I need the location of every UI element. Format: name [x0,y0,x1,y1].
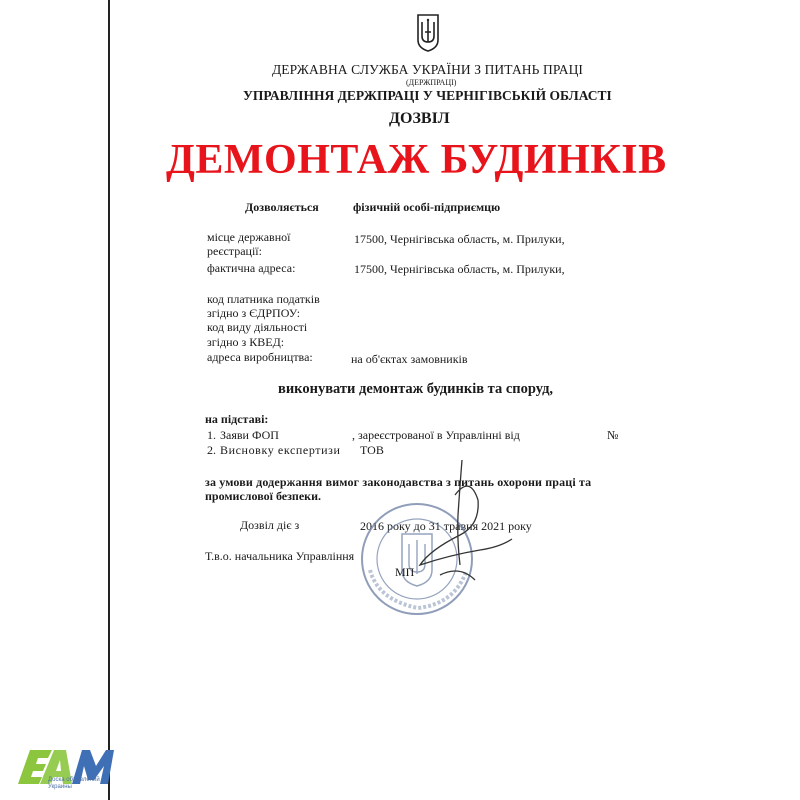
production-address-value: на об'єктах замовників [351,352,468,366]
production-address-label: адреса виробництва: [207,350,313,364]
agency-abbreviation: (ДЕРЖПРАЦІ) [406,78,457,87]
document-type: ДОЗВІЛ [389,110,450,127]
basis-label: на підставі: [205,412,269,426]
activity-code-label-line1: код виду діяльності [207,320,308,334]
activity-code-label-line2: згідно з КВЕД: [207,335,285,349]
validity-label: Дозвіл діє з [240,518,300,532]
tax-code-label-line1: код платника податків [207,292,320,306]
basis-item2-number: 2. [207,443,216,457]
allowed-label: Дозволяється [245,200,319,214]
agency-name: ДЕРЖАВНА СЛУЖБА УКРАЇНИ З ПИТАНЬ ПРАЦІ [272,62,584,77]
logo-subtitle [48,777,100,791]
basis-item1-number: 1. [207,428,216,442]
basis-item2-rest: ТОВ [360,443,384,457]
page-edge-line [108,0,110,800]
reg-place-label-line1: місце державної [207,230,291,244]
basis-item2-text: Висновку експертизи [220,443,341,457]
permitted-activity: виконувати демонтаж будинків та споруд, [278,381,554,397]
logo-subtitle-line2: Украины [48,784,72,790]
actual-address-label: фактична адреса: [207,261,296,275]
main-title: ДЕМОНТАЖ БУДИНКІВ [166,137,667,183]
condition-line2: промислової безпеки. [205,489,321,503]
reg-place-label-line2: реєстрації: [207,244,262,258]
basis-item1-rest: , зареєстрованої в Управлінні від [352,428,520,442]
reg-place-value: 17500, Чернігівська область, м. Прилуки, [354,232,565,246]
actual-address-value: 17500, Чернігівська область, м. Прилуки, [354,262,565,276]
logo-subtitle-line1: Доска объявлений [48,777,100,783]
signature-icon [400,455,520,595]
tax-code-label-line2: згідно з ЄДРПОУ: [207,306,301,320]
validity-value: 2016 року до 31 травня 2021 року [360,519,532,533]
department-name: УПРАВЛІННЯ ДЕРЖПРАЦІ У ЧЕРНІГІВСЬКІЙ ОБЛАСТІ [243,88,612,103]
trident-emblem-icon [416,12,440,52]
allowed-value: фізичній особі-підприємцю [353,200,501,214]
basis-item1-text: Заяви ФОП [220,428,279,442]
stamp-place-mark: МП [395,565,415,579]
basis-item1-number-sign: № [607,428,619,442]
signatory-title: Т.в.о. начальника Управління [205,549,355,563]
condition-line1: за умови додержання вимог законодавства з питань охорони праці та [205,475,592,489]
